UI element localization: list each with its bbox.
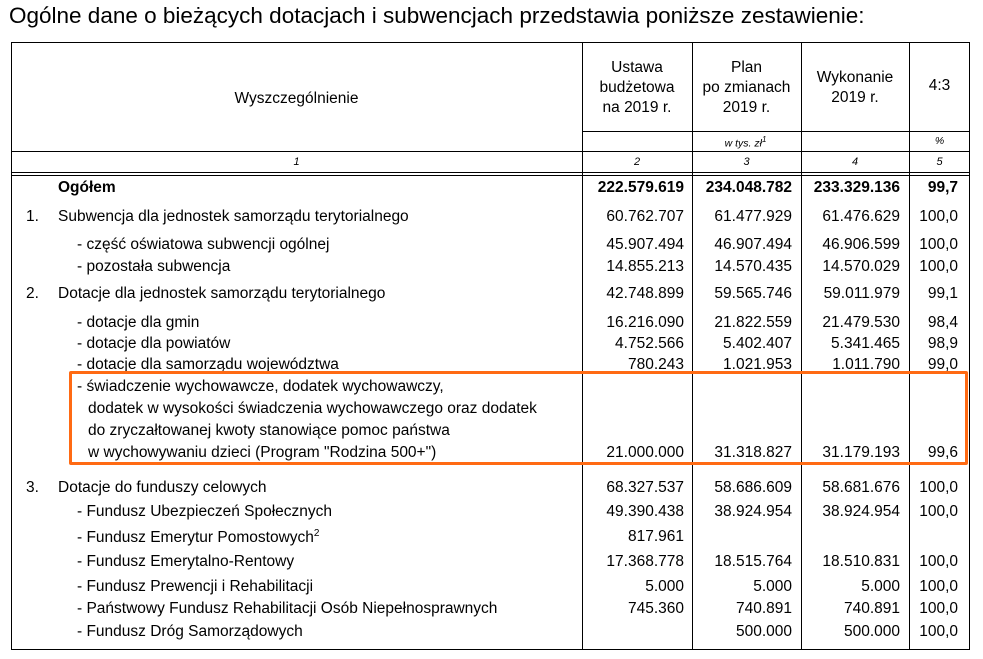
footnote-marker: 2: [313, 528, 320, 539]
row-label-line: w wychowywaniu dzieci (Program "Rodzina 500+"): [88, 444, 437, 461]
cell-c5: 99,1: [927, 285, 958, 302]
cell-c3: 61.477.929: [714, 208, 792, 225]
cell-c5: 98,4: [927, 314, 958, 331]
cell-c5: 100,0: [919, 600, 958, 617]
column-number: 2: [633, 156, 641, 168]
cell-c2: 222.579.619: [597, 179, 684, 196]
row-label: - dotacje dla powiatów: [77, 335, 231, 352]
cell-c2: 60.762.707: [606, 208, 684, 225]
column-number: 4: [851, 156, 859, 168]
cell-c4: 18.510.831: [822, 553, 900, 570]
cell-c4: 58.681.676: [822, 479, 900, 496]
highlight-box: [69, 371, 968, 465]
cell-c2: 5.000: [645, 578, 684, 595]
cell-c2: 21.000.000: [606, 444, 684, 461]
column-number: 1: [293, 156, 300, 168]
cell-c3: 1.021.953: [723, 356, 792, 373]
cell-c3: 740.891: [735, 600, 792, 617]
cell-c2: 745.360: [627, 600, 684, 617]
cell-c5: 100,0: [919, 258, 958, 275]
cell-c2: 16.216.090: [606, 314, 684, 331]
cell-c5: 99,6: [927, 444, 958, 461]
column-number: 5: [936, 156, 943, 168]
cell-c4: 38.924.954: [822, 503, 900, 520]
cell-c3: 234.048.782: [705, 179, 792, 196]
row-label-line: - świadczenie wychowawcze, dodatek wychowawczy,: [77, 378, 444, 395]
cell-c4: 21.479.530: [822, 314, 900, 331]
row-label: - dotacje dla samorządu województwa: [77, 356, 339, 373]
unit-label: w tys. $zł^1$: [724, 135, 767, 150]
cell-c3: 38.924.954: [714, 503, 792, 520]
cell-c5: 100,0: [919, 236, 958, 253]
cell-c4: 59.011.979: [823, 285, 900, 302]
page-heading: Ogólne dane o bieżących dotacjach i subwencjach przedstawia poniższe zestawienie:: [9, 3, 865, 28]
cell-c5: 100,0: [919, 553, 958, 570]
cell-c5: 100,0: [919, 503, 958, 520]
cell-c2: 4.752.566: [615, 335, 684, 352]
cell-c3: 31.318.827: [714, 444, 792, 461]
cell-c4: 14.570.029: [822, 258, 900, 275]
row-label: - dotacje dla gmin: [77, 314, 200, 331]
cell-c2: 45.907.494: [606, 236, 684, 253]
row-label: - Fundusz Emerytalno-Rentowy: [77, 553, 295, 570]
cell-c5: 100,0: [919, 623, 958, 640]
row-label: - Fundusz Dróg Samorządowych: [77, 623, 303, 640]
row-label: - Fundusz Ubezpieczeń Społecznych: [77, 503, 333, 520]
cell-c2: 14.855.213: [606, 258, 684, 275]
cell-c4: 1.011.790: [832, 356, 900, 373]
cell-c4: 5.000: [861, 578, 900, 595]
col-header-description: Wyszczególnienie: [234, 90, 359, 107]
cell-c5: 99,7: [927, 179, 958, 196]
cell-c2: 780.243: [627, 356, 684, 373]
cell-c4: 500.000: [843, 623, 900, 640]
cell-c2: 817.961: [627, 528, 684, 545]
cell-c3: 5.000: [753, 578, 792, 595]
unit-percent: %: [934, 135, 945, 147]
cell-c4: 740.891: [843, 600, 900, 617]
cell-c5: 100,0: [919, 208, 958, 225]
cell-c5: 100,0: [919, 578, 958, 595]
cell-c3: 46.907.494: [714, 236, 792, 253]
cell-c4: 233.329.136: [813, 179, 900, 196]
cell-c4: 5.341.465: [831, 335, 900, 352]
row-label: Dotacje dla jednostek samorządu terytorialnego: [58, 285, 386, 302]
row-label: Subwencja dla jednostek samorządu terytorialnego: [58, 208, 409, 225]
row-label-line: do zryczałtowanej kwoty stanowiące pomoc państwa: [88, 422, 450, 439]
cell-c3: 500.000: [735, 623, 792, 640]
row-label-line: dodatek w wysokości świadczenia wychowawczego oraz dodatek: [88, 400, 537, 417]
row-label: - pozostała subwencja: [77, 258, 231, 275]
column-number: 3: [743, 156, 750, 168]
cell-c3: 5.402.407: [723, 335, 792, 352]
row-label: - Państwowy Fundusz Rehabilitacji Osób Niepełnosprawnych: [77, 600, 498, 617]
cell-c4: 61.476.629: [822, 208, 900, 225]
row-number: 3.: [26, 479, 39, 496]
cell-c2: 17.368.778: [606, 553, 684, 570]
cell-c3: 59.565.746: [714, 285, 792, 302]
row-label: Dotacje do funduszy celowych: [58, 479, 267, 496]
row-label: - część oświatowa subwencji ogólnej: [77, 236, 330, 253]
cell-c3: 58.686.609: [714, 479, 792, 496]
cell-c4: 31.179.193: [822, 444, 900, 461]
cell-c2: 49.390.438: [606, 503, 684, 520]
cell-c3: 18.515.764: [714, 553, 792, 570]
cell-c2: 68.327.537: [606, 479, 684, 496]
col-header-budget: Ustawa budżetowa na 2019 r.: [599, 59, 675, 116]
cell-c3: 21.822.559: [714, 314, 792, 331]
row-label: Ogółem: [58, 179, 116, 196]
cell-c5: 98,9: [927, 335, 958, 352]
row-number: 2.: [26, 285, 39, 302]
cell-c3: 14.570.435: [714, 258, 792, 275]
row-label: - Fundusz Prewencji i Rehabilitacji: [77, 578, 314, 595]
cell-c5: 100,0: [919, 479, 958, 496]
col-header-plan: Plan po zmianach 2019 r.: [702, 59, 791, 116]
col-header-ratio: 4:3: [928, 77, 951, 94]
cell-c4: 46.906.599: [822, 236, 900, 253]
cell-c2: 42.748.899: [606, 285, 684, 302]
row-label: - Fundusz Emerytur Pomostowych$^2$: [77, 528, 320, 547]
row-number: 1.: [26, 208, 39, 225]
cell-c5: 99,0: [927, 356, 958, 373]
col-header-execution: Wykonanie 2019 r.: [816, 69, 894, 106]
